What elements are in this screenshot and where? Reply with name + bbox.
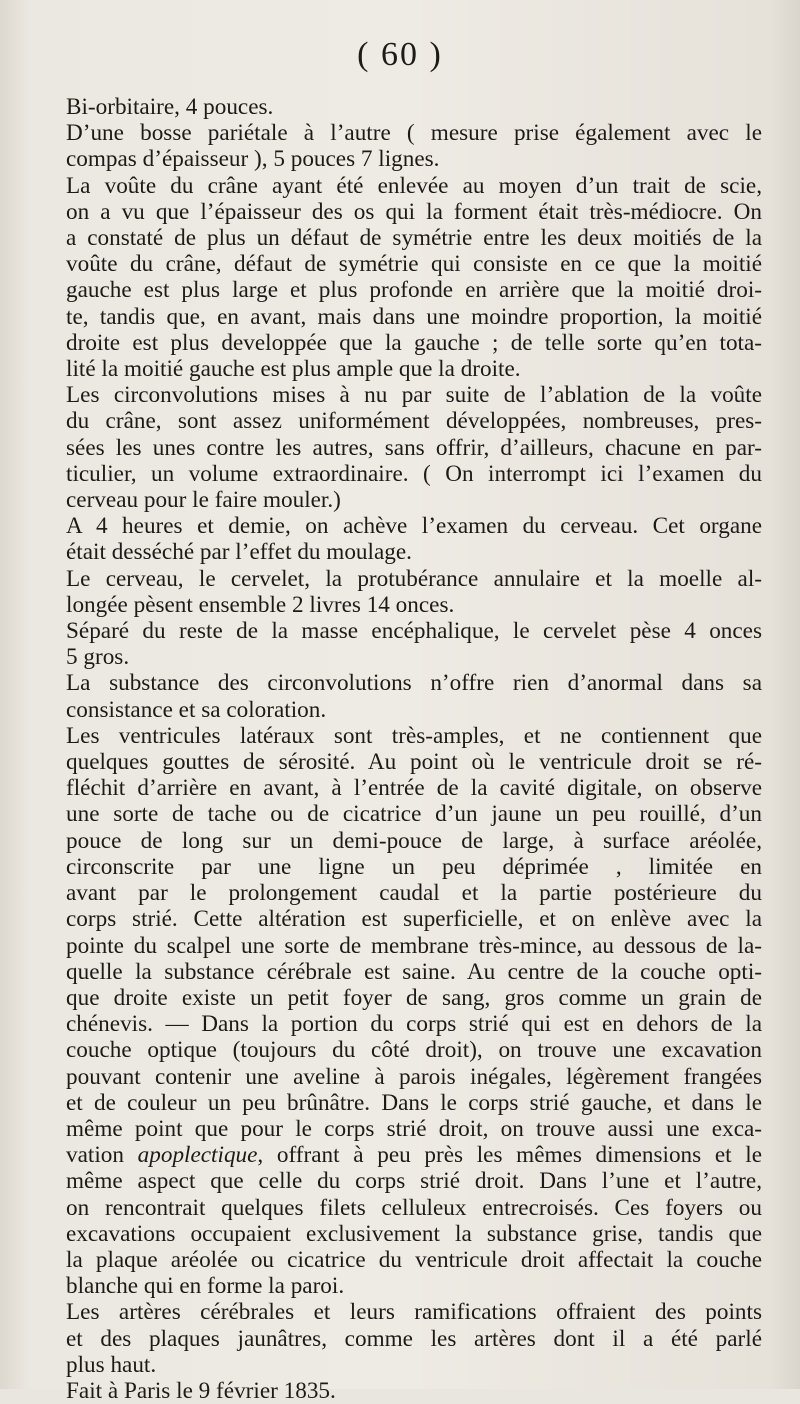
paragraph [66,566,762,618]
text-line: quelle la substance cérébrale est saine. Au centre de la couche opti- [66,958,762,985]
text-line: circonscrite par une ligne un peu déprimée , limitée en [66,853,762,880]
page-number: ( 60 ) [357,36,443,73]
paragraph [66,120,762,172]
text-line: quelques gouttes de sérosité. Au point où le ventricule droit se ré- [66,749,762,776]
text-line: une sorte de tache ou de cicatrice d’un jaune un peu rouillé, d’un [66,801,762,828]
text-line: 5 gros. [66,644,130,671]
text-line: Les circonvolutions mises à nu par suite de l’ablation de la voûte [66,382,762,409]
text-line: longée pèsent ensemble 2 livres 14 onces. [66,591,455,618]
text-line: La substance des circonvolutions n’offre rien d’anormal dans sa [66,670,762,697]
paragraph [66,723,762,1299]
paragraph [66,382,762,513]
text-line: et des plaques jaunâtres, comme les artères dont il a été parlé [66,1325,762,1352]
text-line: du crâne, sont assez uniformément développées, nombreuses, pres- [66,408,762,435]
text-line: sées les unes contre les autres, sans offrir, d’ailleurs, chacune en par- [66,434,762,461]
body-text [66,94,762,1404]
text-line: fléchit d’arrière en avant, à l’entrée de la cavité digitale, on observe [66,775,762,802]
paragraph [66,1378,762,1404]
text-line: pouvant contenir une aveline à parois inégales, légèrement frangées [66,1063,762,1090]
text-line: compas d’épaisseur ), 5 pouces 7 lignes. [66,146,440,173]
text-line: La voûte du crâne ayant été enlevée au moyen d’un trait de scie, [66,172,762,199]
text-line: pouce de long sur un demi-pouce de large, à surface aréolée, [66,827,762,854]
paragraph [66,173,762,383]
text-line: et de couleur un peu brûnâtre. Dans le corps strié gauche, et dans le [66,1089,762,1116]
text-line: A 4 heures et demie, on achève l’examen du cerveau. Cet organe [66,513,762,540]
text-line: voûte du crâne, défaut de symétrie qui consiste en ce que la moitié [66,251,762,278]
text-line: on a vu que l’épaisseur des os qui la forment était très-médiocre. On [66,198,762,225]
text-line: on rencontrait quelques filets celluleux entrecroisés. Ces foyers ou [66,1194,762,1221]
text-line: a constaté de plus un défaut de symétrie entre les deux moitiés de la [66,225,762,252]
text-line: excavations occupaient exclusivement la substance grise, tandis que [66,1220,762,1247]
text-line: même aspect que celle du corps strié droit. Dans l’une et l’autre, [66,1168,762,1195]
text-line: corps strié. Cette altération est superficielle, et on enlève avec la [66,906,762,933]
text-line: que droite existe un petit foyer de sang, gros comme un grain de [66,984,762,1011]
paragraph [66,94,762,120]
paragraph [66,618,762,670]
text-line: Fait à Paris le 9 février 1835. [66,1377,336,1404]
text-line: vation apoplectique, offrant à peu près les mêmes dimensions et le [66,1142,762,1169]
text-line: Le cerveau, le cervelet, la protubérance annulaire et la moelle al- [66,565,762,592]
text-line: cerveau pour le faire mouler.) [66,487,341,514]
text-line: chénevis. — Dans la portion du corps strié qui est en dehors de la [66,1011,762,1038]
text-line: était desséché par l’effet du moulage. [66,539,412,566]
text-line: Les artères cérébrales et leurs ramifications offraient des points [66,1299,762,1326]
text-line: lité la moitié gauche est plus ample que la droite. [66,356,521,383]
text-line: consistance et sa coloration. [66,696,327,723]
text-line: plus haut. [66,1351,157,1378]
paragraph [66,1299,762,1378]
text-line: Les ventricules latéraux sont très-amples, et ne contiennent que [66,722,762,749]
text-line: gauche est plus large et plus profonde en arrière que la moitié droi- [66,277,762,304]
text-line: avant par le prolongement caudal et la partie postérieure du [66,880,762,907]
text-line: droite est plus developpée que la gauche ; de telle sorte qu’en tota- [66,329,762,356]
text-line: la plaque aréolée ou cicatrice du ventricule droit affectait la couche [66,1246,762,1273]
text-line: blanche qui en forme la paroi. [66,1273,345,1300]
text-line: même point que pour le corps strié droit, on trouve aussi une exca- [66,1115,762,1142]
text-line: Bi-orbitaire, 4 pouces. [66,94,274,120]
text-line: D’une bosse pariétale à l’autre ( mesure prise également avec le [66,120,762,147]
text-line: Séparé du reste de la masse encéphalique, le cervelet pèse 4 onces [66,618,762,645]
text-line: ticulier, un volume extraordinaire. ( On interrompt ici l’examen du [66,460,762,487]
paragraph [66,513,762,565]
paragraph [66,670,762,722]
text-line: couche optique (toujours du côté droit), on trouve une excavation [66,1037,762,1064]
text-line: te, tandis que, en avant, mais dans une moindre proportion, la moitié [66,303,762,330]
text-line: pointe du scalpel une sorte de membrane très-mince, au dessous de la- [66,932,762,959]
